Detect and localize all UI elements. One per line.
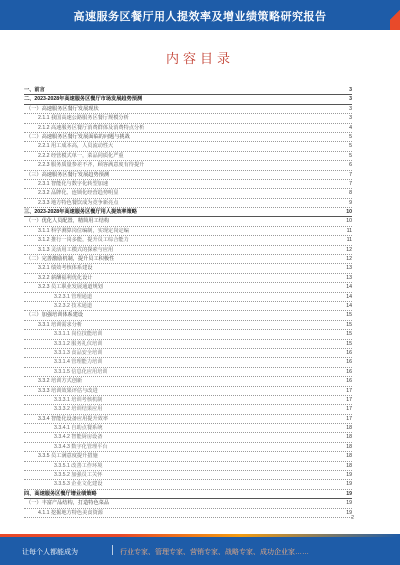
toc-entry-title: 3.2.3.2 技术通道 xyxy=(54,302,93,309)
toc-entry[interactable] xyxy=(24,462,352,471)
toc-entry-title: 2.2.2 经营模式单一，菜品同质化严重 xyxy=(38,152,124,159)
toc-entry[interactable] xyxy=(24,236,352,245)
toc-entry-page: 12 xyxy=(346,256,352,263)
toc-entry[interactable] xyxy=(24,114,352,123)
toc-entry-title: 4.1.1 挖掘地方特色美食资源 xyxy=(38,509,103,516)
toc-entry-title: 3.3.2 培训方式创新 xyxy=(38,378,83,385)
toc-entry-page: 15 xyxy=(346,321,352,328)
toc-entry[interactable] xyxy=(24,95,352,104)
toc-entry-page: 10 xyxy=(346,209,352,216)
toc-entry-page: 14 xyxy=(346,302,352,309)
footer-divider xyxy=(112,545,113,555)
page-number: 2 xyxy=(351,515,354,521)
toc-entry-title: 一、前言 xyxy=(24,87,45,93)
toc-entry[interactable] xyxy=(24,443,352,452)
toc-entry-page: 14 xyxy=(346,284,352,291)
toc-entry-title: 2.1.2 高速服务区餐厅消费群体及消费特点分析 xyxy=(38,124,145,131)
footer-slogan: 行业专家、管理专家、营销专家、战略专家、成功企业家…… xyxy=(120,549,309,556)
toc-entry-page: 3 xyxy=(349,96,352,103)
toc-entry-title: （二）高速服务区餐厅发展面临的问题与挑战 xyxy=(26,133,130,140)
toc-entry-title: 3.3.5.3 企业文化建设 xyxy=(54,481,103,488)
toc-entry[interactable] xyxy=(24,330,352,339)
toc-entry[interactable] xyxy=(24,208,352,217)
toc-entry-page: 19 xyxy=(346,500,352,507)
toc-entry-page: 13 xyxy=(346,274,352,281)
toc-entry-page: 15 xyxy=(346,331,352,338)
toc-entry[interactable] xyxy=(24,142,352,151)
toc-entry-title: 3.2.3.1 管理通道 xyxy=(54,293,93,300)
toc-entry-title: 2.1.1 我国高速公路服务区餐厅规模分析 xyxy=(38,115,129,122)
toc-entry-page: 16 xyxy=(346,359,352,366)
toc-entry-title: 三、2023-2028年高速服务区餐厅用人提效率策略 xyxy=(24,209,137,216)
toc-entry[interactable] xyxy=(24,189,352,198)
toc-entry-title: 3.3.1.1 岗位技能培训 xyxy=(54,331,103,338)
toc-entry-page: 3 xyxy=(349,87,352,93)
toc-entry-page: 18 xyxy=(346,434,352,441)
toc-entry-title: 2.3.3 地方特色餐饮成为竞争新亮点 xyxy=(38,199,119,206)
toc-entry[interactable] xyxy=(24,358,352,367)
toc-entry-title: 3.3.3.2 培训结果应用 xyxy=(54,406,103,413)
toc-entry-page: 15 xyxy=(346,340,352,347)
report-footer xyxy=(0,534,400,565)
toc-entry-title: 3.3.4.2 智能厨房设备 xyxy=(54,434,103,441)
toc-entry-page: 9 xyxy=(349,199,352,206)
toc-entry[interactable] xyxy=(24,499,352,508)
toc-entry-title: 3.3.4.1 自助点餐系统 xyxy=(54,425,103,432)
toc-entry-title: 3.3.1.4 管理能力培训 xyxy=(54,359,103,366)
toc-entry-page: 17 xyxy=(346,387,352,394)
toc-entry-page: 14 xyxy=(346,293,352,300)
toc-entry-title: 3.3.5.1 改善工作环境 xyxy=(54,462,103,469)
toc-entry[interactable] xyxy=(24,133,352,142)
toc-entry-title: 2.2.1 用工成本高，人员流动性大 xyxy=(38,143,114,150)
toc-entry[interactable] xyxy=(24,105,352,114)
toc-entry-title: 3.2.1 绩效考核体系建设 xyxy=(38,265,93,272)
toc-entry-title: 3.3.3 培训效果评估与改进 xyxy=(38,387,98,394)
toc-entry-page: 12 xyxy=(346,246,352,253)
toc-entry-title: 2.3.1 智能化与数字化转型加速 xyxy=(38,180,109,187)
toc-entry-page: 7 xyxy=(349,180,352,187)
toc-entry[interactable] xyxy=(24,152,352,161)
report-header xyxy=(0,0,400,30)
toc-title: 内容目录 xyxy=(165,51,234,66)
toc-entry[interactable] xyxy=(24,246,352,255)
table-of-contents xyxy=(24,86,352,518)
toc-entry-page: 16 xyxy=(346,349,352,356)
header-corner-accent xyxy=(390,0,400,30)
toc-entry-page: 11 xyxy=(346,227,352,234)
toc-entry-page: 6 xyxy=(349,162,352,169)
toc-entry[interactable] xyxy=(24,368,352,377)
toc-entry[interactable] xyxy=(24,480,352,489)
toc-entry-title: 3.2.3 员工职业发展通道规划 xyxy=(38,284,103,291)
footer-left-text: 让每个人都能成为 xyxy=(22,549,78,556)
toc-entry-page: 15 xyxy=(346,312,352,319)
toc-entry[interactable] xyxy=(24,490,352,499)
toc-entry[interactable] xyxy=(24,180,352,189)
toc-entry[interactable] xyxy=(24,255,352,264)
toc-entry-page: 5 xyxy=(349,152,352,159)
toc-entry-page: 10 xyxy=(346,218,352,225)
toc-entry-page: 5 xyxy=(349,143,352,150)
toc-entry[interactable] xyxy=(24,340,352,349)
toc-entry-page: 19 xyxy=(346,490,352,497)
toc-entry-title: 3.3.1.3 食品安全培训 xyxy=(54,349,103,356)
toc-entry-page: 11 xyxy=(346,237,352,244)
toc-entry-page: 17 xyxy=(346,406,352,413)
toc-entry-title: 3.3.4.3 数字化管理平台 xyxy=(54,443,108,450)
toc-entry-title: （一）丰富产品结构，打造特色菜品 xyxy=(26,500,110,507)
toc-entry[interactable] xyxy=(24,349,352,358)
toc-entry-page: 19 xyxy=(346,509,352,516)
toc-entry-page: 18 xyxy=(346,443,352,450)
toc-entry-title: 四、高速服务区餐厅增业绩策略 xyxy=(24,490,97,497)
toc-entry[interactable] xyxy=(24,293,352,302)
toc-entry-page: 18 xyxy=(346,453,352,460)
toc-entry-title: 3.1.1 科学测算岗位编制，实现定岗定编 xyxy=(38,227,129,234)
toc-entry-title: （三）加强培训体系建设 xyxy=(26,312,84,319)
toc-entry-page: 3 xyxy=(349,105,352,112)
toc-entry[interactable] xyxy=(24,264,352,273)
toc-entry-page: 19 xyxy=(346,472,352,479)
toc-entry[interactable] xyxy=(24,387,352,396)
toc-entry-title: 3.1.2 推行一岗多能，提升员工综合能力 xyxy=(38,237,129,244)
toc-entry-page: 18 xyxy=(346,425,352,432)
footer-stripe xyxy=(0,534,400,537)
toc-entry[interactable] xyxy=(24,377,352,386)
report-title: 高速服务区餐厅用人提效率及增业绩策略研究报告 xyxy=(73,11,327,23)
toc-entry-page: 7 xyxy=(349,171,352,178)
toc-entry-title: 3.3.1 培训需求分析 xyxy=(38,321,83,328)
toc-entry-title: 3.3.1.5 信息化应用培训 xyxy=(54,368,108,375)
toc-entry[interactable] xyxy=(24,274,352,283)
toc-entry-page: 17 xyxy=(346,396,352,403)
toc-entry[interactable] xyxy=(24,86,352,95)
toc-entry[interactable] xyxy=(24,171,352,180)
toc-entry[interactable] xyxy=(24,227,352,236)
toc-entry[interactable] xyxy=(24,471,352,480)
toc-entry-page: 8 xyxy=(349,190,352,197)
toc-entry[interactable] xyxy=(24,452,352,461)
toc-entry-page: 3 xyxy=(349,115,352,122)
toc-entry[interactable] xyxy=(24,311,352,320)
toc-entry-title: （二）完善激励机制，提升员工积极性 xyxy=(26,256,115,263)
toc-entry[interactable] xyxy=(24,302,352,311)
toc-entry-page: 5 xyxy=(349,133,352,140)
toc-entry-title: 2.2.3 服务质量参差不齐，顾客满意度有待提升 xyxy=(38,162,145,169)
toc-entry-title: （一）高速服务区餐厅发展现状 xyxy=(26,105,99,112)
toc-entry-title: （三）高速服务区餐厅发展趋势预测 xyxy=(26,171,110,178)
toc-entry-page: 17 xyxy=(346,415,352,422)
toc-entry[interactable] xyxy=(24,396,352,405)
toc-entry-page: 16 xyxy=(346,378,352,385)
toc-entry[interactable] xyxy=(24,415,352,424)
toc-entry-page: 13 xyxy=(346,265,352,272)
toc-entry-title: 3.1.3 灵活用工模式的探索与应用 xyxy=(38,246,114,253)
toc-entry[interactable] xyxy=(24,161,352,170)
toc-entry[interactable] xyxy=(24,405,352,414)
toc-entry[interactable] xyxy=(24,424,352,433)
toc-entry[interactable] xyxy=(24,509,352,518)
toc-entry[interactable] xyxy=(24,124,352,133)
toc-entry-title: 2.3.2 品牌化、连锁化经营趋势明显 xyxy=(38,190,119,197)
toc-entry[interactable] xyxy=(24,199,352,208)
toc-entry-title: 3.3.1.2 服务礼仪培训 xyxy=(54,340,103,347)
toc-entry-title: 3.3.5 员工满意度提升措施 xyxy=(38,453,98,460)
toc-entry-title: 3.3.5.2 加强员工关怀 xyxy=(54,472,103,479)
toc-entry[interactable] xyxy=(24,283,352,292)
toc-entry-title: 二、2023-2028年高速服务区餐厅市场发展趋势预测 xyxy=(24,96,143,103)
toc-entry-title: 3.3.4 智能化设备应用提升效率 xyxy=(38,415,109,422)
toc-entry-title: 3.2.2 薪酬福利优化设计 xyxy=(38,274,93,281)
toc-entry[interactable] xyxy=(24,321,352,330)
toc-entry-title: （一）优化人员配置，精简用工结构 xyxy=(26,218,110,225)
toc-entry[interactable] xyxy=(24,217,352,226)
toc-entry[interactable] xyxy=(24,433,352,442)
toc-entry-page: 16 xyxy=(346,368,352,375)
toc-entry-page: 19 xyxy=(346,481,352,488)
toc-entry-title: 3.3.3.1 培训考核机制 xyxy=(54,396,103,403)
toc-entry-page: 4 xyxy=(349,124,352,131)
toc-entry-page: 18 xyxy=(346,462,352,469)
